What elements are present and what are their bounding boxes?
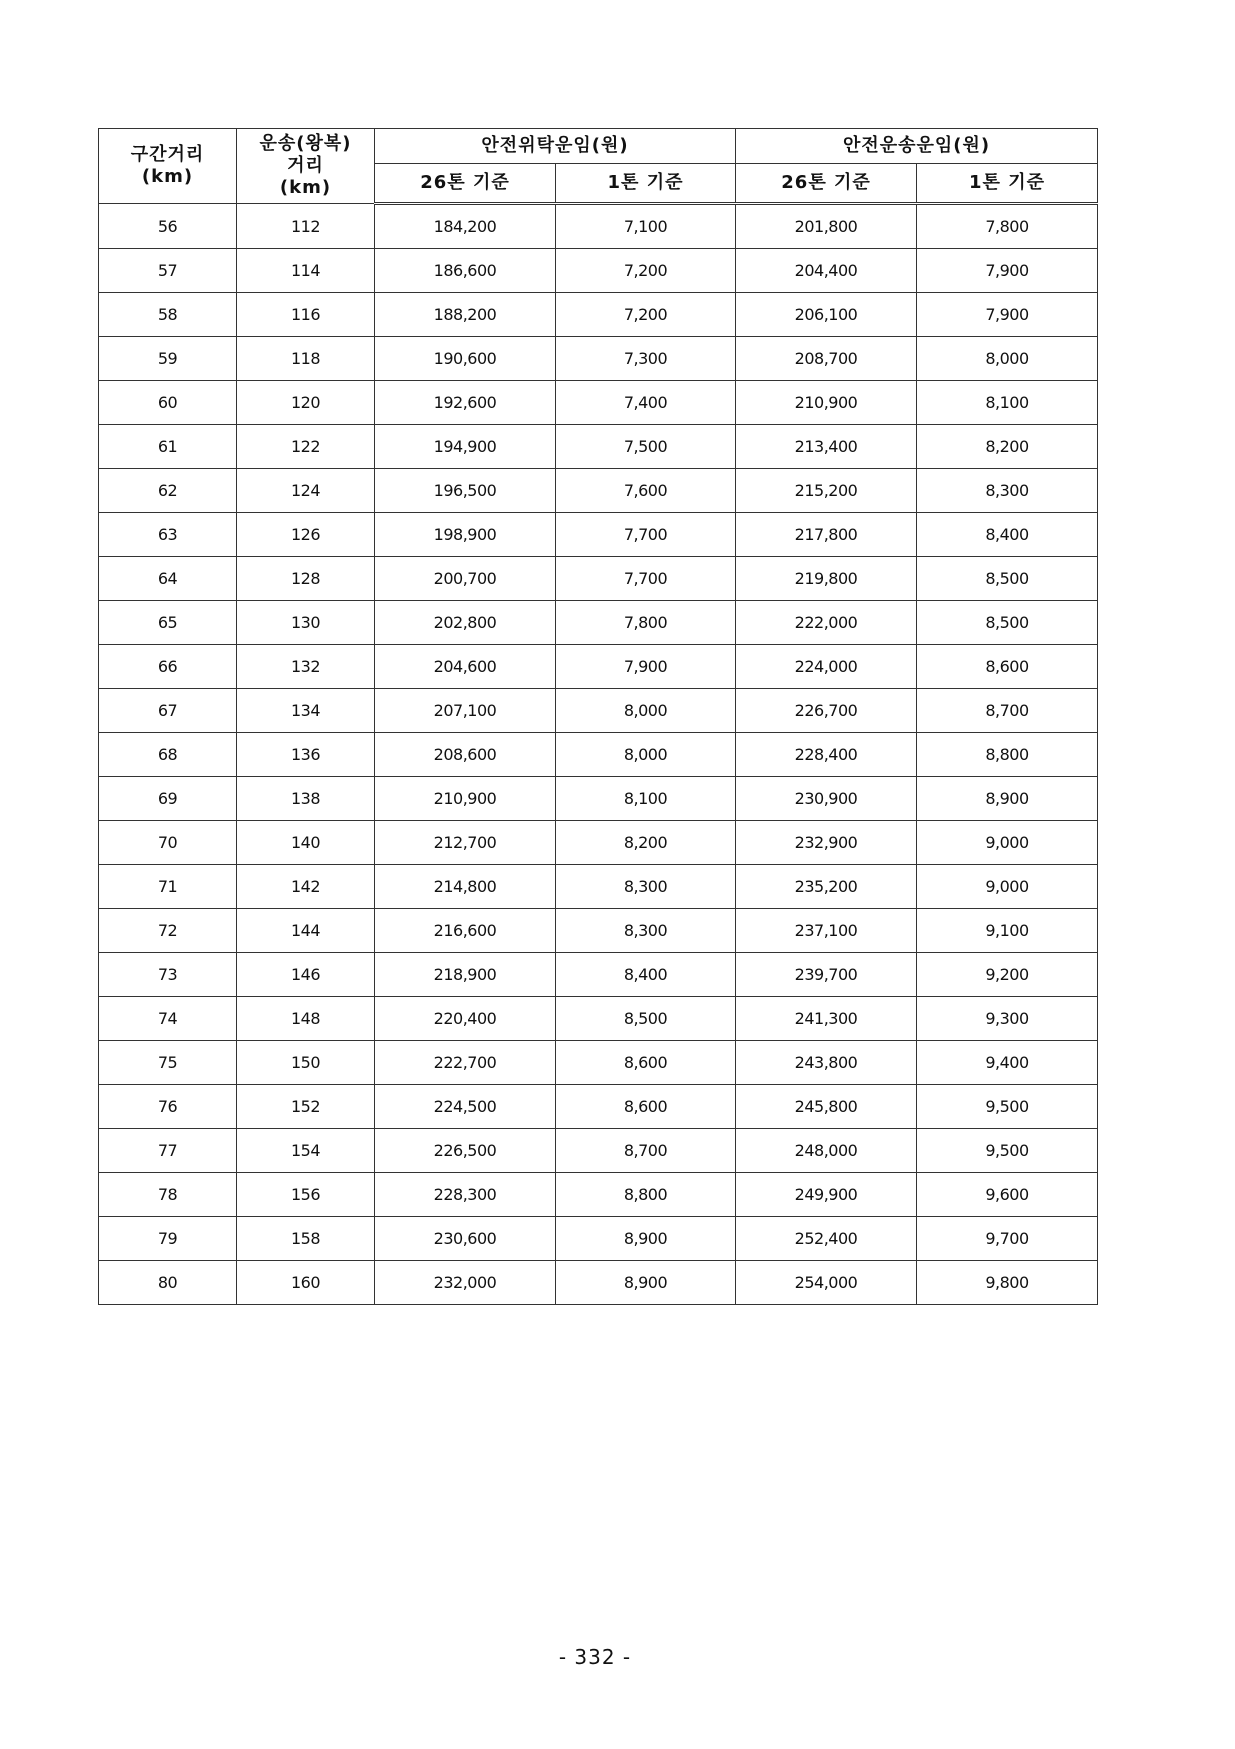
- cell-consignment-1t: 8,300: [556, 865, 736, 909]
- cell-transport-26t: 237,100: [736, 909, 917, 953]
- cell-consignment-26t: 186,600: [375, 249, 556, 293]
- cell-consignment-26t: 196,500: [375, 469, 556, 513]
- cell-section-distance: 64: [99, 557, 237, 601]
- cell-transport-1t: 8,500: [917, 601, 1098, 645]
- cell-round-trip-distance: 158: [237, 1217, 375, 1261]
- cell-consignment-1t: 8,400: [556, 953, 736, 997]
- cell-transport-26t: 235,200: [736, 865, 917, 909]
- cell-section-distance: 70: [99, 821, 237, 865]
- cell-section-distance: 78: [99, 1173, 237, 1217]
- cell-consignment-1t: 7,200: [556, 249, 736, 293]
- cell-section-distance: 58: [99, 293, 237, 337]
- cell-transport-26t: 249,900: [736, 1173, 917, 1217]
- cell-consignment-1t: 8,600: [556, 1085, 736, 1129]
- cell-consignment-26t: 188,200: [375, 293, 556, 337]
- header-safety-consignment-rate: 안전위탁운임(원): [375, 129, 736, 164]
- cell-transport-1t: 9,400: [917, 1041, 1098, 1085]
- table-row: [99, 249, 1098, 293]
- cell-transport-26t: 204,400: [736, 249, 917, 293]
- cell-transport-1t: 9,700: [917, 1217, 1098, 1261]
- cell-consignment-1t: 7,700: [556, 513, 736, 557]
- cell-consignment-1t: 8,700: [556, 1129, 736, 1173]
- cell-round-trip-distance: 150: [237, 1041, 375, 1085]
- cell-consignment-26t: 194,900: [375, 425, 556, 469]
- cell-round-trip-distance: 112: [237, 204, 375, 249]
- freight-rate-table: [98, 128, 1098, 1305]
- table-row: [99, 469, 1098, 513]
- header-transport-1t: 1톤 기준: [917, 164, 1098, 204]
- cell-transport-26t: 245,800: [736, 1085, 917, 1129]
- cell-consignment-1t: 8,500: [556, 997, 736, 1041]
- table-row: [99, 733, 1098, 777]
- cell-round-trip-distance: 144: [237, 909, 375, 953]
- cell-consignment-1t: 7,400: [556, 381, 736, 425]
- cell-consignment-1t: 7,600: [556, 469, 736, 513]
- cell-consignment-1t: 8,000: [556, 733, 736, 777]
- cell-section-distance: 76: [99, 1085, 237, 1129]
- cell-transport-1t: 8,900: [917, 777, 1098, 821]
- cell-consignment-26t: 198,900: [375, 513, 556, 557]
- cell-consignment-1t: 7,200: [556, 293, 736, 337]
- table-row: [99, 821, 1098, 865]
- cell-transport-26t: 213,400: [736, 425, 917, 469]
- cell-transport-1t: 9,200: [917, 953, 1098, 997]
- cell-consignment-1t: 7,500: [556, 425, 736, 469]
- cell-consignment-26t: 192,600: [375, 381, 556, 425]
- cell-section-distance: 68: [99, 733, 237, 777]
- cell-consignment-26t: 190,600: [375, 337, 556, 381]
- table-row: [99, 1085, 1098, 1129]
- table-row: [99, 1173, 1098, 1217]
- cell-section-distance: 67: [99, 689, 237, 733]
- table-row: [99, 1129, 1098, 1173]
- cell-consignment-26t: 230,600: [375, 1217, 556, 1261]
- cell-section-distance: 61: [99, 425, 237, 469]
- cell-consignment-1t: 7,800: [556, 601, 736, 645]
- cell-round-trip-distance: 146: [237, 953, 375, 997]
- cell-consignment-1t: 7,700: [556, 557, 736, 601]
- cell-transport-1t: 8,600: [917, 645, 1098, 689]
- rate-rows: [99, 204, 1098, 1305]
- cell-section-distance: 73: [99, 953, 237, 997]
- cell-transport-1t: 9,800: [917, 1261, 1098, 1305]
- cell-consignment-26t: 216,600: [375, 909, 556, 953]
- cell-round-trip-distance: 140: [237, 821, 375, 865]
- cell-round-trip-distance: 156: [237, 1173, 375, 1217]
- cell-transport-26t: 228,400: [736, 733, 917, 777]
- cell-section-distance: 72: [99, 909, 237, 953]
- cell-transport-1t: 8,100: [917, 381, 1098, 425]
- cell-consignment-26t: 228,300: [375, 1173, 556, 1217]
- cell-transport-26t: 215,200: [736, 469, 917, 513]
- cell-consignment-1t: 8,300: [556, 909, 736, 953]
- cell-consignment-1t: 8,900: [556, 1217, 736, 1261]
- cell-round-trip-distance: 116: [237, 293, 375, 337]
- table-row: [99, 1261, 1098, 1305]
- cell-transport-26t: 217,800: [736, 513, 917, 557]
- cell-consignment-26t: 207,100: [375, 689, 556, 733]
- cell-consignment-26t: 222,700: [375, 1041, 556, 1085]
- table-row: [99, 513, 1098, 557]
- cell-section-distance: 71: [99, 865, 237, 909]
- cell-consignment-1t: 8,000: [556, 689, 736, 733]
- cell-transport-26t: 254,000: [736, 1261, 917, 1305]
- cell-round-trip-distance: 132: [237, 645, 375, 689]
- table-row: [99, 337, 1098, 381]
- table-row: [99, 557, 1098, 601]
- cell-section-distance: 63: [99, 513, 237, 557]
- cell-round-trip-distance: 134: [237, 689, 375, 733]
- cell-transport-1t: 8,500: [917, 557, 1098, 601]
- cell-transport-1t: 9,100: [917, 909, 1098, 953]
- cell-round-trip-distance: 136: [237, 733, 375, 777]
- table-row: [99, 381, 1098, 425]
- cell-section-distance: 79: [99, 1217, 237, 1261]
- cell-transport-1t: 8,800: [917, 733, 1098, 777]
- cell-round-trip-distance: 138: [237, 777, 375, 821]
- cell-round-trip-distance: 130: [237, 601, 375, 645]
- cell-transport-1t: 9,300: [917, 997, 1098, 1041]
- cell-transport-26t: 241,300: [736, 997, 917, 1041]
- cell-transport-26t: 232,900: [736, 821, 917, 865]
- cell-consignment-1t: 8,800: [556, 1173, 736, 1217]
- cell-transport-26t: 252,400: [736, 1217, 917, 1261]
- cell-consignment-1t: 8,100: [556, 777, 736, 821]
- header-round-trip-distance: 운송(왕복) 거리 (km): [237, 129, 375, 204]
- cell-transport-26t: 224,000: [736, 645, 917, 689]
- cell-round-trip-distance: 126: [237, 513, 375, 557]
- cell-section-distance: 60: [99, 381, 237, 425]
- cell-transport-26t: 248,000: [736, 1129, 917, 1173]
- cell-consignment-26t: 232,000: [375, 1261, 556, 1305]
- table-row: [99, 204, 1098, 249]
- cell-transport-26t: 208,700: [736, 337, 917, 381]
- table-row: [99, 1217, 1098, 1261]
- table-row: [99, 689, 1098, 733]
- table-row: [99, 601, 1098, 645]
- cell-section-distance: 66: [99, 645, 237, 689]
- cell-transport-1t: 9,000: [917, 821, 1098, 865]
- cell-transport-26t: 219,800: [736, 557, 917, 601]
- cell-section-distance: 80: [99, 1261, 237, 1305]
- cell-section-distance: 56: [99, 204, 237, 249]
- cell-round-trip-distance: 154: [237, 1129, 375, 1173]
- cell-section-distance: 59: [99, 337, 237, 381]
- cell-section-distance: 74: [99, 997, 237, 1041]
- cell-consignment-26t: 210,900: [375, 777, 556, 821]
- cell-consignment-1t: 7,100: [556, 204, 736, 249]
- cell-transport-1t: 8,300: [917, 469, 1098, 513]
- cell-consignment-26t: 218,900: [375, 953, 556, 997]
- cell-transport-26t: 210,900: [736, 381, 917, 425]
- table-row: [99, 1041, 1098, 1085]
- cell-section-distance: 77: [99, 1129, 237, 1173]
- cell-consignment-1t: 8,600: [556, 1041, 736, 1085]
- cell-consignment-26t: 214,800: [375, 865, 556, 909]
- cell-round-trip-distance: 120: [237, 381, 375, 425]
- cell-transport-1t: 8,400: [917, 513, 1098, 557]
- cell-round-trip-distance: 118: [237, 337, 375, 381]
- cell-transport-1t: 7,800: [917, 204, 1098, 249]
- cell-consignment-1t: 8,200: [556, 821, 736, 865]
- cell-transport-1t: 8,700: [917, 689, 1098, 733]
- cell-transport-1t: 9,600: [917, 1173, 1098, 1217]
- header-transport-26t: 26톤 기준: [736, 164, 917, 204]
- table-row: [99, 953, 1098, 997]
- cell-transport-26t: 239,700: [736, 953, 917, 997]
- cell-transport-1t: 9,500: [917, 1085, 1098, 1129]
- cell-transport-26t: 230,900: [736, 777, 917, 821]
- cell-consignment-26t: 202,800: [375, 601, 556, 645]
- cell-round-trip-distance: 152: [237, 1085, 375, 1129]
- cell-round-trip-distance: 114: [237, 249, 375, 293]
- header-section-distance: 구간거리 (km): [99, 129, 237, 204]
- cell-transport-1t: 7,900: [917, 249, 1098, 293]
- cell-transport-1t: 7,900: [917, 293, 1098, 337]
- header-safety-transport-rate: 안전운송운임(원): [736, 129, 1098, 164]
- cell-consignment-26t: 184,200: [375, 204, 556, 249]
- cell-section-distance: 62: [99, 469, 237, 513]
- cell-round-trip-distance: 160: [237, 1261, 375, 1305]
- cell-consignment-26t: 220,400: [375, 997, 556, 1041]
- cell-section-distance: 65: [99, 601, 237, 645]
- cell-transport-26t: 243,800: [736, 1041, 917, 1085]
- cell-round-trip-distance: 124: [237, 469, 375, 513]
- cell-round-trip-distance: 148: [237, 997, 375, 1041]
- cell-transport-26t: 226,700: [736, 689, 917, 733]
- table-row: [99, 645, 1098, 689]
- cell-consignment-26t: 200,700: [375, 557, 556, 601]
- header-consignment-26t: 26톤 기준: [375, 164, 556, 204]
- cell-consignment-26t: 224,500: [375, 1085, 556, 1129]
- cell-section-distance: 69: [99, 777, 237, 821]
- cell-consignment-1t: 7,900: [556, 645, 736, 689]
- cell-transport-26t: 201,800: [736, 204, 917, 249]
- cell-consignment-26t: 226,500: [375, 1129, 556, 1173]
- cell-section-distance: 57: [99, 249, 237, 293]
- header-consignment-1t: 1톤 기준: [556, 164, 736, 204]
- cell-round-trip-distance: 122: [237, 425, 375, 469]
- cell-consignment-1t: 8,900: [556, 1261, 736, 1305]
- table-row: [99, 425, 1098, 469]
- cell-transport-1t: 9,000: [917, 865, 1098, 909]
- cell-consignment-26t: 204,600: [375, 645, 556, 689]
- cell-consignment-1t: 7,300: [556, 337, 736, 381]
- cell-round-trip-distance: 142: [237, 865, 375, 909]
- cell-consignment-26t: 212,700: [375, 821, 556, 865]
- cell-transport-1t: 9,500: [917, 1129, 1098, 1173]
- cell-transport-1t: 8,200: [917, 425, 1098, 469]
- table-row: [99, 997, 1098, 1041]
- cell-transport-1t: 8,000: [917, 337, 1098, 381]
- table-row: [99, 293, 1098, 337]
- table-row: [99, 865, 1098, 909]
- cell-transport-26t: 222,000: [736, 601, 917, 645]
- page-number: - 332 -: [558, 1645, 632, 1669]
- cell-section-distance: 75: [99, 1041, 237, 1085]
- table-row: [99, 777, 1098, 821]
- cell-transport-26t: 206,100: [736, 293, 917, 337]
- table-row: [99, 909, 1098, 953]
- cell-consignment-26t: 208,600: [375, 733, 556, 777]
- cell-round-trip-distance: 128: [237, 557, 375, 601]
